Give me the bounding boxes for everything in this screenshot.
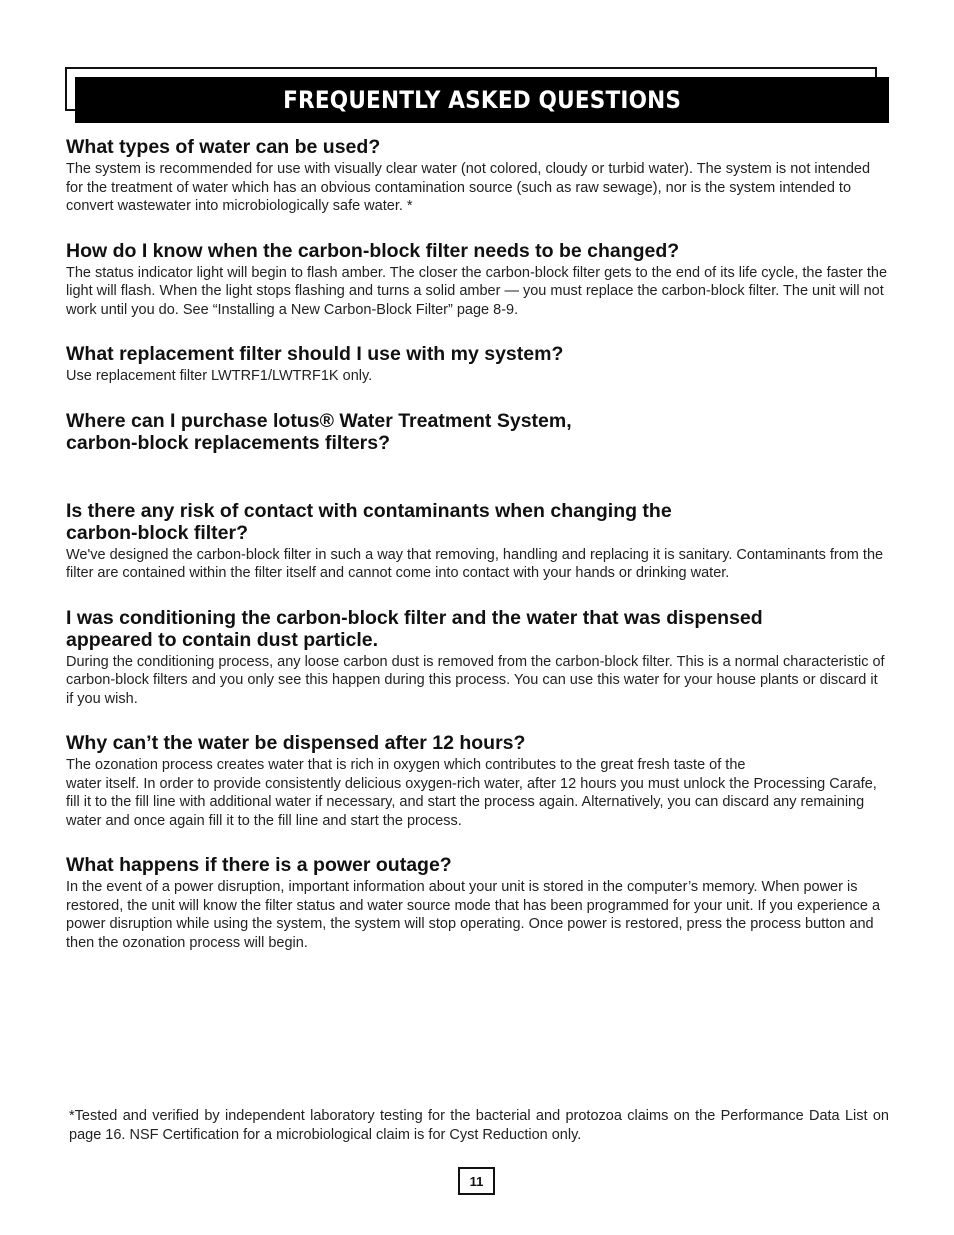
- faq-item-contamination-risk: [66, 500, 888, 583]
- faq-question: How do I know when the carbon-block filter needs to be changed?: [66, 239, 680, 262]
- faq-list: [66, 136, 888, 952]
- faq-answer: We've designed the carbon-block filter in such a way that removing, handling and replacing it is sanitary. Contaminants from the filter are contained within the filter itself and cannot come into contact with your hands or drinking water.: [66, 546, 884, 581]
- faq-item-dust-particles: [66, 607, 888, 709]
- faq-question: What types of water can be used?: [66, 136, 381, 158]
- page-title: FREQUENTLY ASKED QUESTIONS: [282, 86, 682, 114]
- faq-question-line: carbon-block filter?: [66, 521, 249, 544]
- faq-answer: Use replacement filter LWTRF1/LWTRF1K only.: [66, 368, 373, 384]
- faq-item-power-outage: [66, 854, 888, 952]
- faq-answer: The system is recommended for use with visually clear water (not colored, cloudy or turbid water). The system is not intended for the treatment of water which has an obvious contamination source (such as raw sewage), nor is the system intended to convert wastewater into microbiologically safe water. *: [66, 161, 871, 214]
- faq-question-line: I was conditioning the carbon-block filter and the water that was dispensed: [66, 606, 763, 629]
- faq-question-line: Where can I purchase lotus® Water Treatment System,: [66, 409, 572, 432]
- faq-question: [66, 607, 888, 651]
- header-bar: [75, 77, 889, 123]
- faq-answer: The status indicator light will begin to flash amber. The closer the carbon-block filter gets to the end of its life cycle, the faster the light will flash. When the light stops flashing and turns a solid amber — you must replace the carbon-block filter. The unit will not work until you do. See “Installing a New Carbon-Block Filter” page 8-9.: [66, 264, 888, 318]
- faq-answer-line: The ozonation process creates water that is rich in oxygen which contributes to the great fresh taste of the: [66, 757, 746, 773]
- faq-question: Why can’t the water be dispensed after 12 hours?: [66, 732, 526, 754]
- faq-question: [66, 500, 888, 544]
- faq-answer: [66, 756, 888, 830]
- faq-question: [66, 410, 888, 454]
- faq-answer: In the event of a power disruption, important information about your unit is stored in the computer’s memory. When power is restored, the unit will know the filter status and water source mode that has been programmed for your unit. If you experience a power disruption while using the system, the system will stop operating. Once power is restored, press the process button and then the ozonation process will begin.: [66, 879, 881, 951]
- faq-question-line: appeared to contain dust particle.: [66, 628, 379, 651]
- faq-answer: During the conditioning process, any loose carbon dust is removed from the carbon-block filter. This is a normal characteristic of carbon-block filters and you only see this happen during this process. You can use this water for your house plants or discard it if you wish.: [66, 653, 885, 707]
- faq-question-line: carbon-block replacements filters?: [66, 431, 391, 454]
- page-number: 11: [458, 1167, 495, 1195]
- faq-item-filter-change: [66, 240, 888, 320]
- faq-question-line: Is there any risk of contact with contaminants when changing the: [66, 499, 672, 522]
- faq-item-purchase: [66, 410, 888, 454]
- faq-item-12-hours: [66, 732, 888, 830]
- faq-item-water-types: [66, 136, 888, 216]
- footnote: *Tested and verified by independent laboratory testing for the bacterial and protozoa claims on the Performance Data List on page 16. NSF Certification for a microbiological claim is for Cyst Reduction only.: [69, 1108, 889, 1143]
- faq-question: What replacement filter should I use with my system?: [66, 343, 564, 365]
- faq-question: What happens if there is a power outage?: [66, 854, 452, 876]
- faq-answer-text: water itself. In order to provide consistently delicious oxygen-rich water, after 12 hours you must unlock the Processing Carafe, fill it to the fill line with additional water if necessary, and start the process again. Alternatively, you can discard any remaining water and once again fill it to the fill line and start the process.: [66, 775, 877, 829]
- faq-item-replacement-filter: [66, 343, 888, 386]
